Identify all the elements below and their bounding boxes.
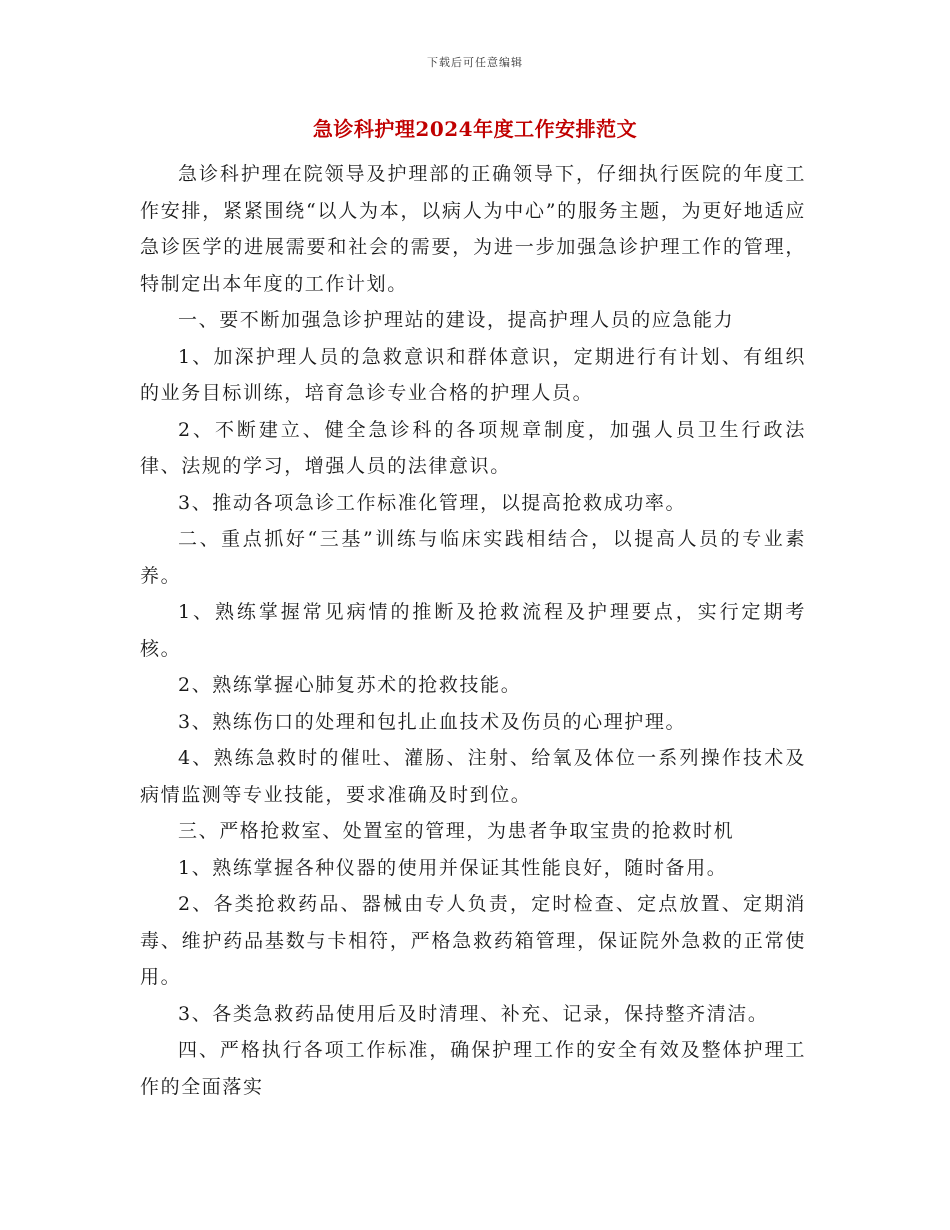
page-header-note: 下载后可任意编辑 bbox=[427, 56, 523, 69]
section-3-item-2: 2、各类抢救药品、器械由专人负责，定时检查、定点放置、定期消毒、维护药品基数与卡相符，严格急救药箱管理，保证院外急救的正常使用。 bbox=[140, 893, 806, 988]
intro-paragraph: 急诊科护理在院领导及护理部的正确领导下，仔细执行医院的年度工作安排，紧紧围绕“以人为本，以病人为中心”的服务主题，为更好地适应急诊医学的进展需要和社会的需要，为进一步加强急诊护理工作的管理，特制定出本年度的工作计划。 bbox=[140, 163, 806, 295]
section-3-item-1: 1、熟练掌握各种仪器的使用并保证其性能良好，随时备用。 bbox=[178, 856, 728, 879]
document-title: 急诊科护理2024年度工作安排范文 bbox=[312, 117, 638, 141]
section-3-item-3: 3、各类急救药品使用后及时清理、补充、记录，保持整齐清洁。 bbox=[178, 1002, 769, 1025]
section-1-item-1: 1、加深护理人员的急救意识和群体意识，定期进行有计划、有组织的业务目标训练，培育急诊专业合格的护理人员。 bbox=[140, 345, 806, 404]
section-2-item-4: 4、熟练急救时的催吐、灌肠、注射、给氧及体位一系列操作技术及病情监测等专业技能，要求准确及时到位。 bbox=[140, 747, 806, 806]
section-2-item-3: 3、熟练伤口的处理和包扎止血技术及伤员的心理护理。 bbox=[178, 710, 687, 733]
section-2-item-2: 2、熟练掌握心肺复苏术的抢救技能。 bbox=[178, 674, 522, 696]
section-1-heading: 一、要不断加强急诊护理站的建设，提高护理人员的应急能力 bbox=[178, 309, 735, 331]
section-2-heading: 二、重点抓好“三基”训练与临床实践相结合，以提高人员的专业素养。 bbox=[140, 528, 806, 587]
section-2-item-1: 1、熟练掌握常见病情的推断及抢救流程及护理要点，实行定期考核。 bbox=[140, 601, 806, 660]
section-1-item-2: 2、不断建立、健全急诊科的各项规章制度，加强人员卫生行政法律、法规的学习，增强人员的法律意识。 bbox=[140, 418, 806, 477]
document-body bbox=[140, 156, 806, 1105]
section-1-item-3: 3、推动各项急诊工作标准化管理，以提高抢救成功率。 bbox=[178, 491, 687, 514]
section-3-heading: 三、严格抢救室、处置室的管理，为患者争取宝贵的抢救时机 bbox=[178, 820, 735, 842]
section-4-heading: 四、严格执行各项工作标准，确保护理工作的安全有效及整体护理工作的全面落实 bbox=[140, 1039, 806, 1098]
